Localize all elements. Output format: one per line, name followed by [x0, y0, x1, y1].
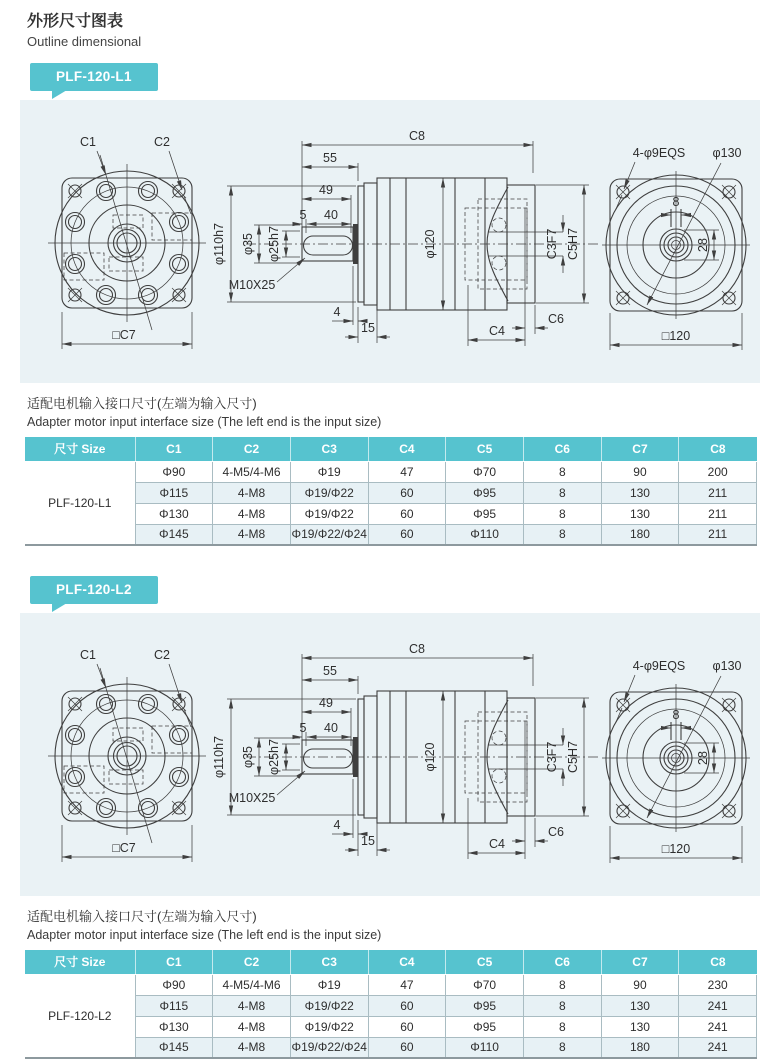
col-header-c7: C7	[601, 950, 679, 974]
cell: 211	[679, 503, 757, 524]
cell: 8	[523, 503, 601, 524]
cell: Φ145	[135, 524, 213, 545]
cell: 8	[523, 524, 601, 545]
cell: 4-M8	[213, 524, 291, 545]
col-header-c6: C6	[523, 437, 601, 461]
cell: Φ95	[446, 1016, 524, 1037]
table-row	[25, 482, 757, 503]
model-badge-l2: PLF-120-L2	[30, 576, 158, 604]
table-row	[25, 461, 757, 482]
col-header-c4: C4	[368, 437, 446, 461]
table-header-row	[25, 437, 757, 461]
cell: 130	[601, 1016, 679, 1037]
table-row	[25, 974, 757, 995]
cell: 8	[523, 1037, 601, 1058]
cell: Φ19/Φ22	[290, 482, 368, 503]
cell: Φ90	[135, 974, 213, 995]
cell: 8	[523, 461, 601, 482]
cell: Φ19/Φ22	[290, 1016, 368, 1037]
section-plf-120-l1	[0, 49, 780, 546]
cell: Φ19/Φ22/Φ24	[290, 1037, 368, 1058]
note-en: Adapter motor input interface size (The left end is the input size)	[27, 415, 382, 429]
col-header-c1: C1	[135, 437, 213, 461]
table-row	[25, 524, 757, 545]
col-header-c5: C5	[446, 437, 524, 461]
cell: Φ70	[446, 974, 524, 995]
cell: 230	[679, 974, 757, 995]
note-zh: 适配电机输入接口尺寸(左端为输入尺寸)	[27, 909, 257, 924]
note-en: Adapter motor input interface size (The left end is the input size)	[27, 928, 382, 942]
cell: Φ95	[446, 503, 524, 524]
model-label-cell: PLF-120-L1	[25, 461, 135, 545]
cell: Φ130	[135, 503, 213, 524]
cell: 8	[523, 1016, 601, 1037]
cell: 60	[368, 482, 446, 503]
cell: Φ19	[290, 461, 368, 482]
cell: 47	[368, 461, 446, 482]
cell: 4-M8	[213, 995, 291, 1016]
table-row	[25, 995, 757, 1016]
cell: Φ19/Φ22/Φ24	[290, 524, 368, 545]
col-header-size: 尺寸 Size	[25, 437, 135, 461]
cell: 200	[679, 461, 757, 482]
cell: Φ95	[446, 482, 524, 503]
model-badge-l1: PLF-120-L1	[30, 63, 158, 91]
cell: 8	[523, 974, 601, 995]
cell: 4-M8	[213, 482, 291, 503]
page-title: 外形尺寸图表	[27, 13, 124, 30]
cell: 241	[679, 1016, 757, 1037]
cell: 211	[679, 482, 757, 503]
cell: 130	[601, 482, 679, 503]
col-header-c3: C3	[290, 950, 368, 974]
col-header-c2: C2	[213, 437, 291, 461]
section-plf-120-l2	[0, 546, 780, 1059]
cell: 4-M8	[213, 1016, 291, 1037]
cell: Φ115	[135, 995, 213, 1016]
cell: 4-M8	[213, 503, 291, 524]
table-row	[25, 1016, 757, 1037]
cell: 60	[368, 1037, 446, 1058]
page-subtitle: Outline dimensional	[27, 34, 142, 49]
cell: Φ145	[135, 1037, 213, 1058]
cell: 90	[601, 974, 679, 995]
col-header-size: 尺寸 Size	[25, 950, 135, 974]
cell: Φ130	[135, 1016, 213, 1037]
cell: 211	[679, 524, 757, 545]
col-header-c6: C6	[523, 950, 601, 974]
col-header-c4: C4	[368, 950, 446, 974]
col-header-c3: C3	[290, 437, 368, 461]
dimension-table-l1	[25, 437, 757, 546]
dimension-table-l2	[25, 950, 757, 1059]
table-header-row	[25, 950, 757, 974]
col-header-c8: C8	[679, 437, 757, 461]
col-header-c7: C7	[601, 437, 679, 461]
cell: 180	[601, 1037, 679, 1058]
cell: 180	[601, 524, 679, 545]
col-header-c2: C2	[213, 950, 291, 974]
cell: 8	[523, 995, 601, 1016]
col-header-c1: C1	[135, 950, 213, 974]
cell: 8	[523, 482, 601, 503]
table-row	[25, 503, 757, 524]
cell: 4-M5/4-M6	[213, 974, 291, 995]
cell: Φ95	[446, 995, 524, 1016]
cell: 47	[368, 974, 446, 995]
cell: 241	[679, 995, 757, 1016]
col-header-c8: C8	[679, 950, 757, 974]
cell: 60	[368, 524, 446, 545]
cell: Φ110	[446, 1037, 524, 1058]
cell: 60	[368, 1016, 446, 1037]
model-label-cell: PLF-120-L2	[25, 974, 135, 1058]
cell: Φ115	[135, 482, 213, 503]
page-header	[0, 8, 780, 49]
technical-drawing-l2	[20, 613, 760, 896]
cell: Φ19/Φ22	[290, 995, 368, 1016]
cell: 241	[679, 1037, 757, 1058]
cell: Φ19/Φ22	[290, 503, 368, 524]
cell: 90	[601, 461, 679, 482]
cell: 4-M8	[213, 1037, 291, 1058]
cell: 60	[368, 503, 446, 524]
cell: Φ70	[446, 461, 524, 482]
cell: 4-M5/4-M6	[213, 461, 291, 482]
note-zh: 适配电机输入接口尺寸(左端为输入尺寸)	[27, 396, 257, 411]
cell: Φ19	[290, 974, 368, 995]
technical-drawing-l1	[20, 100, 760, 383]
cell: 130	[601, 995, 679, 1016]
cell: Φ110	[446, 524, 524, 545]
cell: 60	[368, 995, 446, 1016]
cell: Φ90	[135, 461, 213, 482]
col-header-c5: C5	[446, 950, 524, 974]
cell: 130	[601, 503, 679, 524]
